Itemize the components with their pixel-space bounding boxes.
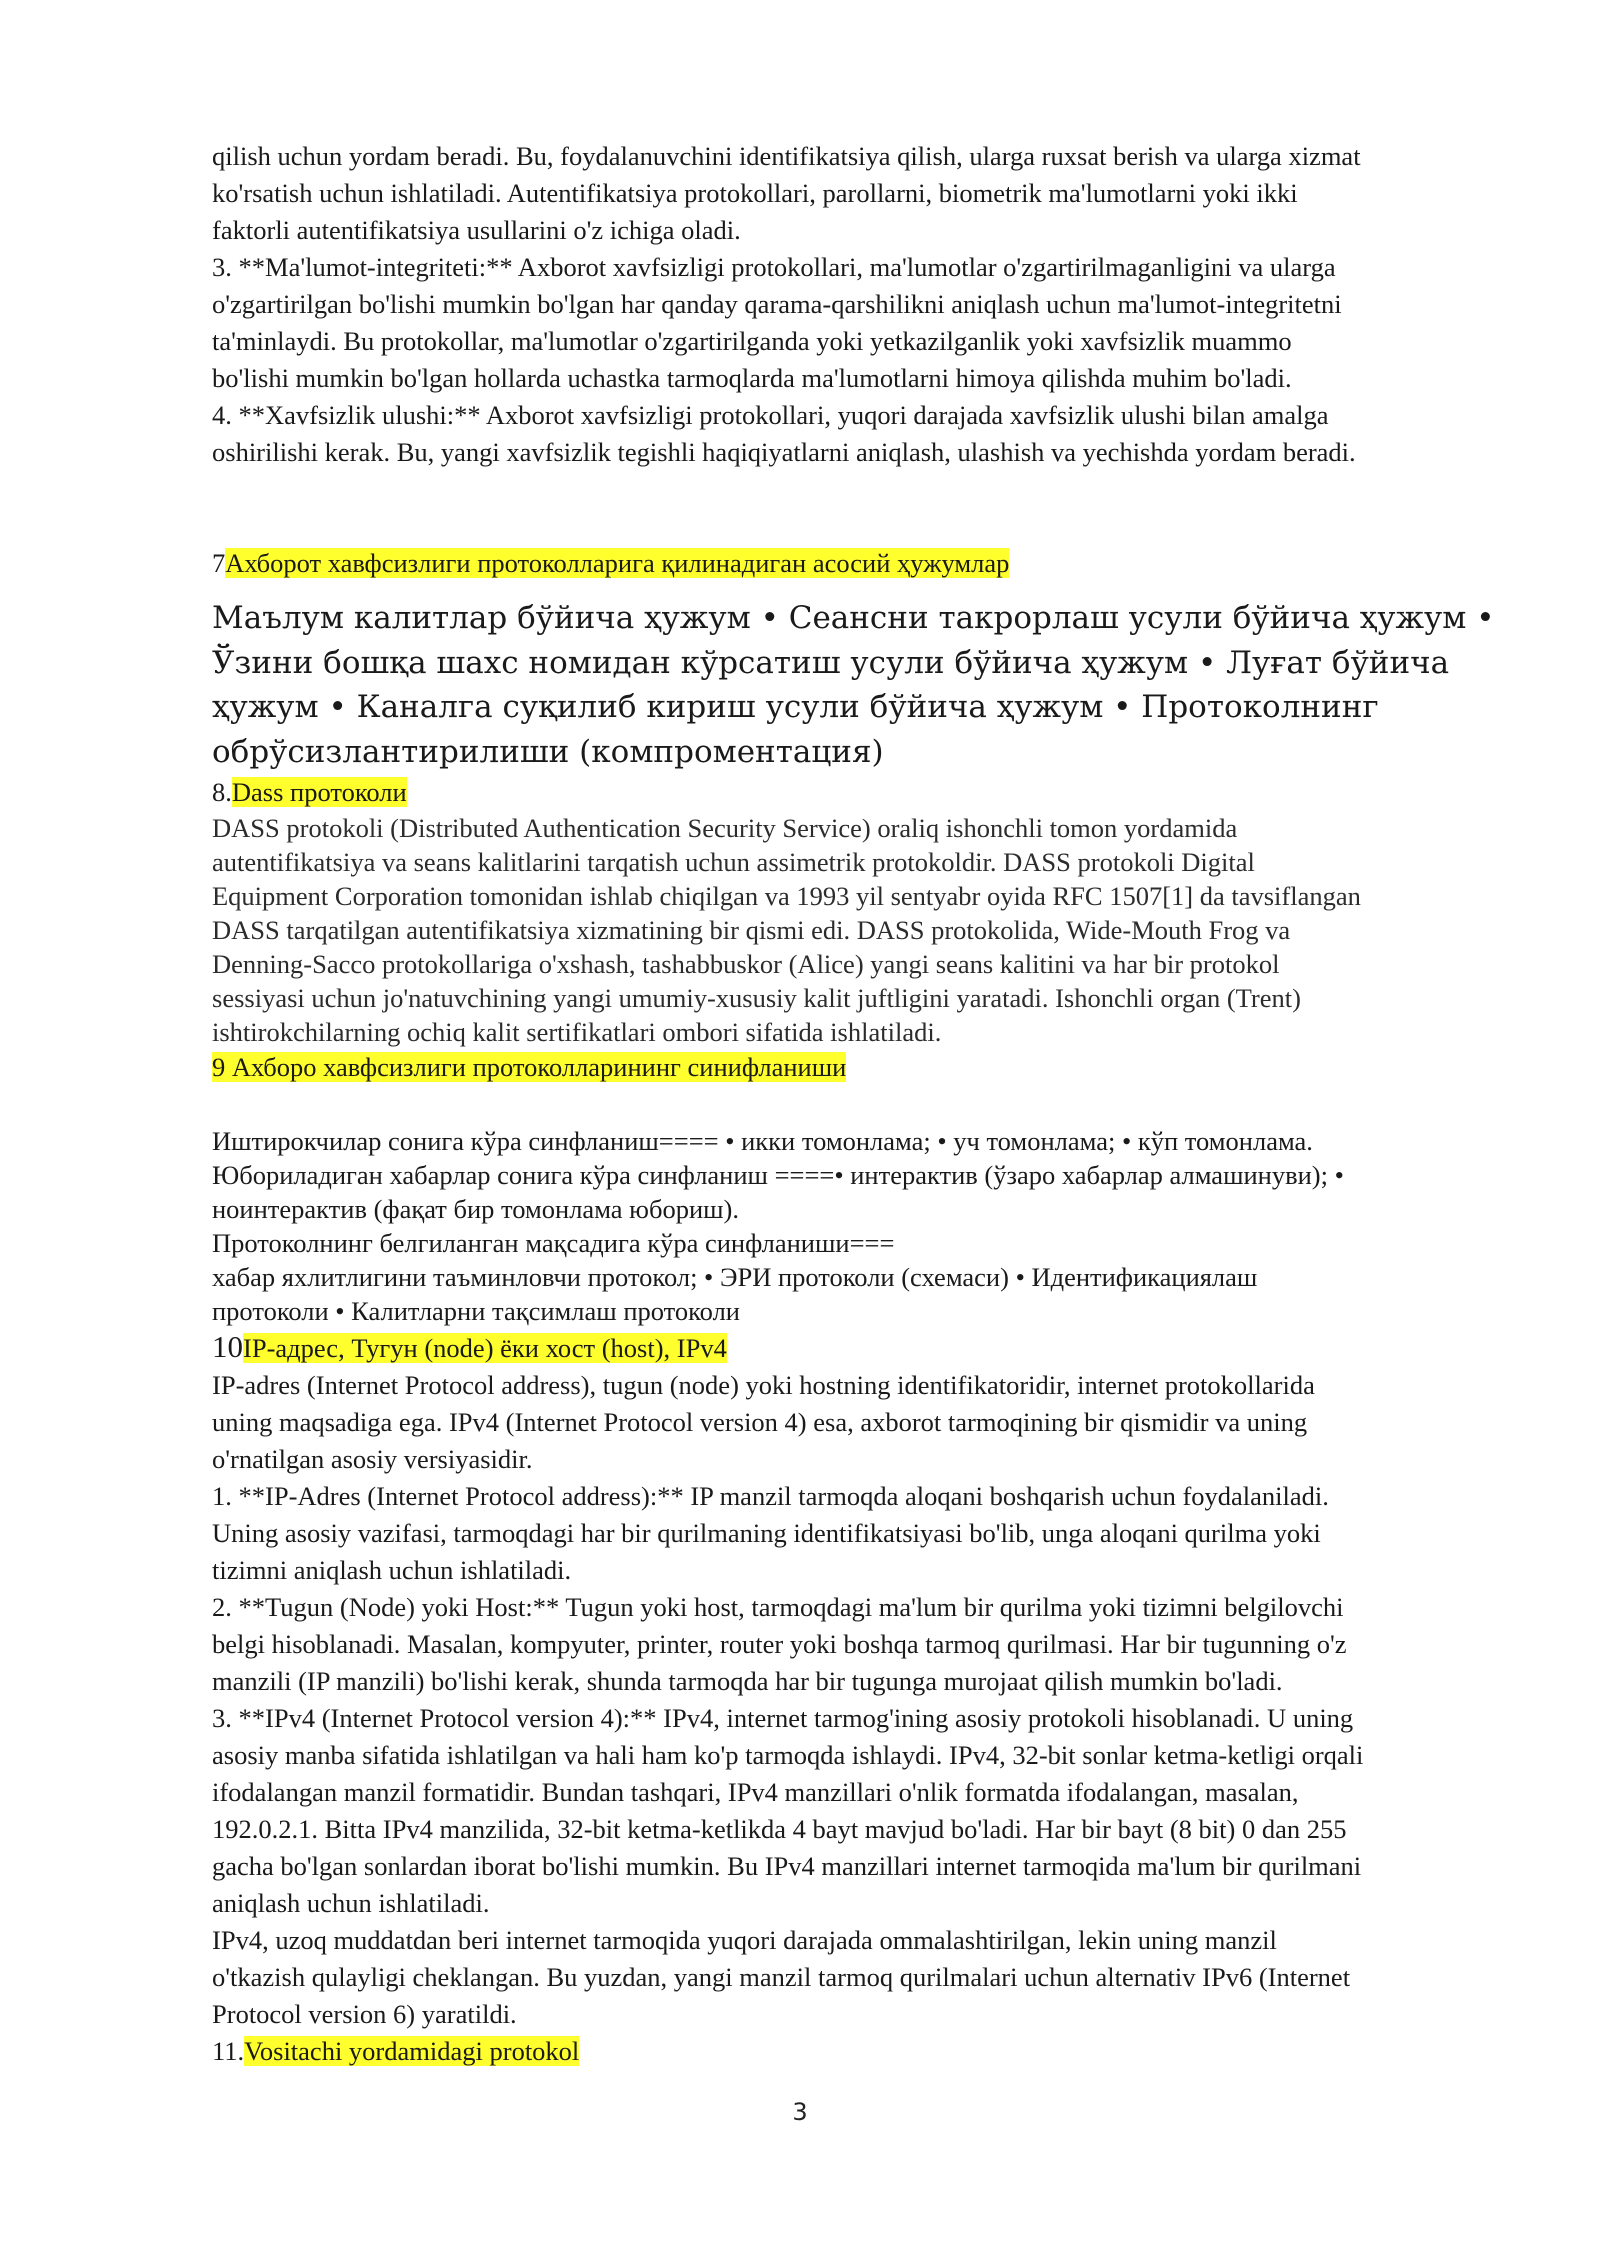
section-10-heading — [212, 1328, 1502, 1367]
section-8-heading — [212, 774, 1502, 811]
text-line: ноинтерактив (фақат бир томонлама юбориш). — [212, 1194, 739, 1224]
section-9-heading — [212, 1049, 1502, 1086]
text-line: Юбориладиган хабарлар сонига кўра синфланиш ====• интерактив (ўзаро хабарлар алмашинуви); • — [212, 1160, 1344, 1190]
text-line: tizimni aniqlash uchun ishlatiladi. — [212, 1555, 572, 1585]
text-line: IPv4, uzoq muddatdan beri internet tarmoqida yuqori darajada ommalashtirilgan, lekin uning manzil — [212, 1925, 1277, 1955]
section-7-number: 7 — [212, 548, 226, 578]
section-11-number: 11. — [212, 2036, 245, 2066]
text-line: DASS protokoli (Distributed Authentication Security Service) oraliq ishonchli tomon yordamida — [212, 813, 1238, 843]
text-line: обрўсизлантирилиши (компроментация) — [212, 733, 884, 770]
text-line: 2. **Tugun (Node) yoki Host:** Tugun yoki host, tarmoqdagi ma'lum bir qurilma yoki tizimni belgilovchi — [212, 1592, 1344, 1622]
section-10-body — [212, 1367, 1502, 2033]
text-line: Ўзини бошқа шахс номидан кўрсатиш усули бўйича ҳужум • Луғат бўйича — [212, 644, 1450, 681]
text-line: asosiy manba sifatida ishlatilgan va hali ham ko'p tarmoqda ishlaydi. IPv4, 32-bit sonlar ketma-ketligi orqali — [212, 1740, 1364, 1770]
text-line: ifodalangan manzil formatidir. Bundan tashqari, IPv4 manzillari o'nlik formatda ifodalangan, masalan, — [212, 1777, 1299, 1807]
text-line: uning maqsadiga ega. IPv4 (Internet Protocol version 4) esa, axborot tarmoqining bir qismidir va uning — [212, 1407, 1308, 1437]
section-10-title: IP-адрес, Тугун (node) ёки хост (host), IPv4 — [243, 1333, 727, 1363]
section-7-title: Ахборот хавфсизлиги протоколларига қилинадиган асосий ҳужумлар — [225, 548, 1010, 578]
text-line: Denning-Sacco protokollariga o'xshash, tashabbuskor (Alice) yangi seans kalitini va har bir protokol — [212, 949, 1280, 979]
text-line: 192.0.2.1. Bitta IPv4 manzilida, 32-bit ketma-ketlikda 4 bayt mavjud bo'ladi. Har bir bayt (8 bit) 0 dan 255 — [212, 1814, 1347, 1844]
text-line: autentifikatsiya va seans kalitlarini tarqatish uchun assimetrik protokoldir. DASS protokoli Digital — [212, 847, 1255, 877]
text-line: o'tkazish qulayligi cheklangan. Bu yuzdan, yangi manzil tarmoq qurilmalari uchun alternativ IPv6 (Internet — [212, 1962, 1351, 1992]
text-line: 3. **Ma'lumot-integriteti:** Axborot xavfsizligi protokollari, ma'lumotlar o'zgartirilmaganligini va ularga — [212, 252, 1336, 282]
section-8-number: 8. — [212, 777, 232, 807]
section-7-body — [212, 596, 1502, 774]
section-11-heading — [212, 2033, 1502, 2070]
text-line: 4. **Xavfsizlik ulushi:** Axborot xavfsizligi protokollari, yuqori darajada xavfsizlik ulushi bilan amalga — [212, 400, 1329, 430]
text-line: ishtirokchilarning ochiq kalit sertifikatlari ombori sifatida ishlatiladi. — [212, 1017, 942, 1047]
intro-paragraph — [212, 138, 1502, 471]
document-page — [212, 138, 1502, 2070]
text-line: o'rnatilgan asosiy versiyasidir. — [212, 1444, 533, 1474]
text-line: Protocol version 6) yaratildi. — [212, 1999, 517, 2029]
spacer — [212, 1086, 1502, 1124]
spacer — [212, 471, 1502, 545]
text-line: belgi hisoblanadi. Masalan, kompyuter, printer, router yoki boshqa tarmoq qurilmasi. Har bir tugunning o'z — [212, 1629, 1347, 1659]
text-line: Equipment Corporation tomonidan ishlab chiqilgan va 1993 yil sentyabr oyida RFC 1507[1] da tavsiflangan — [212, 881, 1361, 911]
text-line: manzili (IP manzili) bo'lishi kerak, shunda tarmoqda har bir tugunga murojaat qilish mumkin bo'ladi. — [212, 1666, 1283, 1696]
section-8-body — [212, 811, 1502, 1049]
text-line: oshirilishi kerak. Bu, yangi xavfsizlik tegishli haqiqiyatlarni aniqlash, ulashish va yechishda yordam beradi. — [212, 437, 1356, 467]
text-line: ҳужум • Каналга суқилиб кириш усули бўйича ҳужум • Протоколнинг — [212, 689, 1379, 725]
text-line: bo'lishi mumkin bo'lgan hollarda uchastka tarmoqlarda ma'lumotlarni himoya qilishda muhim bo'ladi. — [212, 363, 1292, 393]
section-9-title: 9 Ахборо хавфсизлиги протоколларининг синифланиши — [212, 1052, 847, 1082]
text-line: o'zgartirilgan bo'lishi mumkin bo'lgan har qanday qarama-qarshilikni aniqlash uchun ma'lumot-integritetni — [212, 289, 1342, 319]
section-10-number: 10 — [212, 1329, 243, 1364]
text-line: faktorli autentifikatsiya usullarini o'z ichiga oladi. — [212, 215, 741, 245]
text-line: sessiyasi uchun jo'natuvchining yangi umumiy-xususiy kalit juftligini yaratadi. Ishonchli organ (Trent) — [212, 983, 1301, 1013]
section-9-body — [212, 1124, 1502, 1328]
text-line: Uning asosiy vazifasi, tarmoqdagi har bir qurilmaning identifikatsiyasi bo'lib, unga aloqani qurilma yoki — [212, 1518, 1321, 1548]
section-7-heading — [212, 545, 1502, 582]
text-line: Иштирокчилар сонига кўра синфланиш==== • икки томонлама; • уч томонлама; • кўп томонлама. — [212, 1126, 1313, 1156]
section-8-title: Dass протоколи — [231, 777, 407, 807]
text-line: qilish uchun yordam beradi. Bu, foydalanuvchini identifikatsiya qilish, ularga ruxsat berish va ularga xizmat — [212, 141, 1361, 171]
text-line: Маълум калитлар бўйича ҳужум • Сеансни такрорлаш усули бўйича ҳужум • — [212, 600, 1495, 636]
page-number: 3 — [792, 2098, 808, 2126]
text-line: ko'rsatish uchun ishlatiladi. Autentifikatsiya protokollari, parollarni, biometrik ma'lumotlarni yoki ikki — [212, 178, 1298, 208]
text-line: протоколи • Калитларни тақсимлаш протоколи — [212, 1296, 740, 1326]
text-line: ta'minlaydi. Bu protokollar, ma'lumotlar o'zgartirilganda yoki yetkazilganlik yoki xavfsizlik muammo — [212, 326, 1292, 356]
text-line: IP-adres (Internet Protocol address), tugun (node) yoki hostning identifikatoridir, internet protokollarida — [212, 1370, 1315, 1400]
text-line: aniqlash uchun ishlatiladi. — [212, 1888, 490, 1918]
text-line: Протоколнинг белгиланган мақсадига кўра синфланиши=== — [212, 1228, 895, 1258]
text-line: 3. **IPv4 (Internet Protocol version 4):** IPv4, internet tarmog'ining asosiy protokoli hisoblanadi. U uning — [212, 1703, 1354, 1733]
section-11-title: Vositachi yordamidagi protokol — [244, 2036, 580, 2066]
text-line: DASS tarqatilgan autentifikatsiya xizmatining bir qismi edi. DASS protokolida, Wide-Mouth Frog va — [212, 915, 1291, 945]
text-line: gacha bo'lgan sonlardan iborat bo'lishi mumkin. Bu IPv4 manzillari internet tarmoqida ma'lum bir qurilmani — [212, 1851, 1362, 1881]
text-line: 1. **IP-Adres (Internet Protocol address):** IP manzil tarmoqda aloqani boshqarish uchun foydalaniladi. — [212, 1481, 1329, 1511]
text-line: хабар яхлитлигини таъминловчи протокол; • ЭРИ протоколи (схемаси) • Идентификациялаш — [212, 1262, 1258, 1292]
